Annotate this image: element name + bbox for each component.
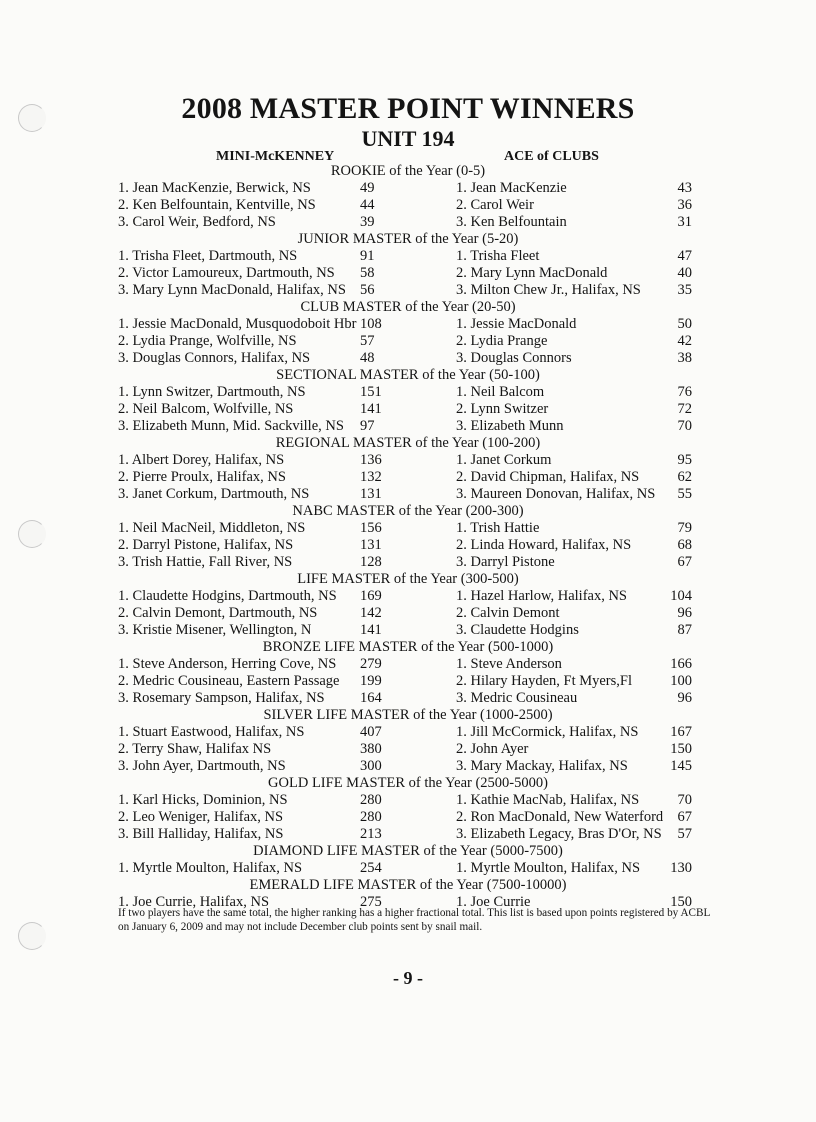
mini-mckenney-winner: 1. Jessie MacDonald, Musquodoboit Hbr — [118, 316, 357, 332]
ace-of-clubs-winner: 2. Hilary Hayden, Ft Myers,Fl — [456, 673, 632, 689]
mini-mckenney-winner: 1. Stuart Eastwood, Halifax, NS — [118, 724, 305, 740]
ace-of-clubs-points: 36 — [677, 197, 692, 213]
mini-mckenney-winner: 1. Albert Dorey, Halifax, NS — [118, 452, 285, 468]
ace-of-clubs-points: 95 — [677, 452, 692, 468]
ace-of-clubs-winner: 1. Trisha Fleet — [456, 248, 540, 264]
ace-of-clubs-points: 96 — [677, 690, 692, 706]
mini-mckenney-points: 199 — [360, 673, 382, 689]
ace-of-clubs-points: 167 — [670, 724, 692, 740]
ace-of-clubs-winner: 2. Calvin Demont — [456, 605, 560, 621]
ace-of-clubs-winner: 3. Douglas Connors — [456, 350, 572, 366]
ace-of-clubs-points: 38 — [677, 350, 692, 366]
mini-mckenney-winner: 3. Carol Weir, Bedford, NS — [118, 214, 276, 230]
ace-of-clubs-points: 87 — [677, 622, 692, 638]
result-row — [0, 418, 816, 435]
result-row — [0, 197, 816, 214]
ace-of-clubs-winner: 3. Darryl Pistone — [456, 554, 555, 570]
result-row — [0, 316, 816, 333]
ace-of-clubs-points: 31 — [677, 214, 692, 230]
mini-mckenney-winner: 3. Kristie Misener, Wellington, N — [118, 622, 312, 638]
result-row — [0, 282, 816, 299]
ace-of-clubs-points: 57 — [677, 826, 692, 842]
ace-of-clubs-winner: 1. Janet Corkum — [456, 452, 552, 468]
mini-mckenney-points: 280 — [360, 809, 382, 825]
result-row — [0, 214, 816, 231]
result-row — [0, 656, 816, 673]
mini-mckenney-winner: 1. Karl Hicks, Dominion, NS — [118, 792, 288, 808]
ace-of-clubs-winner: 3. Claudette Hodgins — [456, 622, 579, 638]
ace-of-clubs-points: 55 — [677, 486, 692, 502]
ace-of-clubs-points: 50 — [677, 316, 692, 332]
ace-of-clubs-winner: 1. Joe Currie — [456, 894, 531, 910]
mini-mckenney-winner: 3. Bill Halliday, Halifax, NS — [118, 826, 284, 842]
ace-of-clubs-points: 166 — [670, 656, 692, 672]
result-row — [0, 265, 816, 282]
ace-of-clubs-winner: 1. Hazel Harlow, Halifax, NS — [456, 588, 627, 604]
ace-of-clubs-points: 130 — [670, 860, 692, 876]
result-row — [0, 741, 816, 758]
mini-mckenney-points: 300 — [360, 758, 382, 774]
ace-of-clubs-winner: 1. Jean MacKenzie — [456, 180, 567, 196]
ace-of-clubs-points: 70 — [677, 792, 692, 808]
category-heading: NABC MASTER of the Year (200-300) — [292, 503, 524, 519]
mini-mckenney-winner: 2. Pierre Proulx, Halifax, NS — [118, 469, 286, 485]
category-heading: LIFE MASTER of the Year (300-500) — [297, 571, 519, 587]
mini-mckenney-points: 39 — [360, 214, 375, 230]
ace-of-clubs-winner: 2. Carol Weir — [456, 197, 534, 213]
mini-mckenney-points: 44 — [360, 197, 375, 213]
mini-mckenney-points: 97 — [360, 418, 375, 434]
result-row — [0, 792, 816, 809]
ace-of-clubs-winner: 3. Milton Chew Jr., Halifax, NS — [456, 282, 641, 298]
ace-of-clubs-winner: 3. Elizabeth Legacy, Bras D'Or, NS — [456, 826, 662, 842]
result-row — [0, 486, 816, 503]
mini-mckenney-winner: 2. Calvin Demont, Dartmouth, NS — [118, 605, 318, 621]
mini-mckenney-winner: 2. Terry Shaw, Halifax NS — [118, 741, 272, 757]
mini-mckenney-points: 56 — [360, 282, 375, 298]
mini-mckenney-winner: 1. Myrtle Moulton, Halifax, NS — [118, 860, 303, 876]
mini-mckenney-points: 280 — [360, 792, 382, 808]
mini-mckenney-points: 380 — [360, 741, 382, 757]
unit-subtitle: UNIT 194 — [361, 126, 455, 151]
result-row — [0, 826, 816, 843]
ace-of-clubs-points: 47 — [677, 248, 692, 264]
ace-of-clubs-winner: 2. Lynn Switzer — [456, 401, 549, 417]
result-row — [0, 452, 816, 469]
mini-mckenney-winner: 1. Steve Anderson, Herring Cove, NS — [118, 656, 337, 672]
left-column-heading: MINI-McKENNEY — [216, 149, 335, 164]
mini-mckenney-points: 108 — [360, 316, 382, 332]
result-row — [0, 622, 816, 639]
mini-mckenney-points: 407 — [360, 724, 382, 740]
result-row — [0, 248, 816, 265]
category-heading: GOLD LIFE MASTER of the Year (2500-5000) — [268, 775, 548, 791]
mini-mckenney-points: 58 — [360, 265, 375, 281]
category-heading: CLUB MASTER of the Year (20-50) — [300, 299, 516, 315]
ace-of-clubs-points: 67 — [677, 554, 692, 570]
ace-of-clubs-points: 43 — [677, 180, 692, 196]
category-heading: BRONZE LIFE MASTER of the Year (500-1000) — [262, 639, 554, 655]
result-row — [0, 554, 816, 571]
ace-of-clubs-winner: 3. Medric Cousineau — [456, 690, 578, 706]
ace-of-clubs-points: 100 — [670, 673, 692, 689]
ace-of-clubs-winner: 2. Lydia Prange — [456, 333, 548, 349]
page-number: - 9 - — [393, 968, 423, 988]
mini-mckenney-points: 128 — [360, 554, 382, 570]
result-row — [0, 724, 816, 741]
mini-mckenney-winner: 2. Darryl Pistone, Halifax, NS — [118, 537, 294, 553]
mini-mckenney-winner: 3. Trish Hattie, Fall River, NS — [118, 554, 293, 570]
mini-mckenney-points: 151 — [360, 384, 382, 400]
mini-mckenney-points: 141 — [360, 622, 382, 638]
ace-of-clubs-points: 40 — [677, 265, 692, 281]
mini-mckenney-winner: 2. Leo Weniger, Halifax, NS — [118, 809, 284, 825]
category-heading: ROOKIE of the Year (0-5) — [330, 163, 486, 179]
mini-mckenney-winner: 3. Rosemary Sampson, Halifax, NS — [118, 690, 325, 706]
ace-of-clubs-winner: 1. Jessie MacDonald — [456, 316, 577, 332]
ace-of-clubs-winner: 3. Ken Belfountain — [456, 214, 567, 230]
mini-mckenney-points: 132 — [360, 469, 382, 485]
category-heading: DIAMOND LIFE MASTER of the Year (5000-7500) — [253, 843, 563, 859]
mini-mckenney-winner: 3. Janet Corkum, Dartmouth, NS — [118, 486, 310, 502]
mini-mckenney-points: 91 — [360, 248, 375, 264]
ace-of-clubs-points: 145 — [670, 758, 692, 774]
result-row — [0, 758, 816, 775]
mini-mckenney-points: 57 — [360, 333, 375, 349]
result-row — [0, 860, 816, 877]
result-row — [0, 401, 816, 418]
mini-mckenney-winner: 1. Jean MacKenzie, Berwick, NS — [118, 180, 311, 196]
ace-of-clubs-points: 67 — [677, 809, 692, 825]
category-heading: SILVER LIFE MASTER of the Year (1000-2500) — [263, 707, 553, 723]
mini-mckenney-points: 48 — [360, 350, 375, 366]
result-row — [0, 588, 816, 605]
mini-mckenney-points: 131 — [360, 486, 382, 502]
mini-mckenney-winner: 3. John Ayer, Dartmouth, NS — [118, 758, 286, 774]
category-heading: EMERALD LIFE MASTER of the Year (7500-10000) — [249, 877, 567, 893]
result-row — [0, 469, 816, 486]
right-column-heading: ACE of CLUBS — [504, 149, 599, 164]
mini-mckenney-points: 164 — [360, 690, 382, 706]
mini-mckenney-winner: 2. Lydia Prange, Wolfville, NS — [118, 333, 297, 349]
ace-of-clubs-winner: 1. Myrtle Moulton, Halifax, NS — [456, 860, 641, 876]
mini-mckenney-winner: 2. Medric Cousineau, Eastern Passage — [118, 673, 340, 689]
punch-hole-bottom — [18, 922, 46, 950]
ace-of-clubs-points: 150 — [670, 894, 692, 910]
ace-of-clubs-winner: 2. Mary Lynn MacDonald — [456, 265, 608, 281]
result-row — [0, 384, 816, 401]
ace-of-clubs-winner: 3. Elizabeth Munn — [456, 418, 564, 434]
result-row — [0, 333, 816, 350]
ace-of-clubs-winner: 2. Ron MacDonald, New Waterford — [456, 809, 664, 825]
result-row — [0, 809, 816, 826]
ace-of-clubs-points: 96 — [677, 605, 692, 621]
mini-mckenney-winner: 2. Neil Balcom, Wolfville, NS — [118, 401, 294, 417]
mini-mckenney-points: 169 — [360, 588, 382, 604]
ace-of-clubs-winner: 2. Linda Howard, Halifax, NS — [456, 537, 632, 553]
mini-mckenney-points: 49 — [360, 180, 375, 196]
mini-mckenney-winner: 3. Douglas Connors, Halifax, NS — [118, 350, 311, 366]
mini-mckenney-winner: 2. Ken Belfountain, Kentville, NS — [118, 197, 316, 213]
ace-of-clubs-winner: 1. Jill McCormick, Halifax, NS — [456, 724, 639, 740]
result-row — [0, 180, 816, 197]
category-heading: SECTIONAL MASTER of the Year (50-100) — [276, 367, 540, 383]
ace-of-clubs-points: 35 — [677, 282, 692, 298]
ace-of-clubs-points: 79 — [677, 520, 692, 536]
mini-mckenney-winner: 1. Neil MacNeil, Middleton, NS — [118, 520, 306, 536]
mini-mckenney-points: 141 — [360, 401, 382, 417]
mini-mckenney-points: 131 — [360, 537, 382, 553]
footnote: If two players have the same total, the higher ranking has a higher fractional total. This list is based upon points registered by ACBL on January 6, 2009 and may not include December club points sent by snail mail. — [118, 907, 710, 933]
result-row — [0, 690, 816, 707]
mini-mckenney-winner: 3. Elizabeth Munn, Mid. Sackville, NS — [118, 418, 344, 434]
mini-mckenney-points: 156 — [360, 520, 382, 536]
ace-of-clubs-winner: 1. Neil Balcom — [456, 384, 545, 400]
category-heading: REGIONAL MASTER of the Year (100-200) — [275, 435, 541, 451]
mini-mckenney-winner: 1. Joe Currie, Halifax, NS — [118, 894, 270, 910]
mini-mckenney-points: 136 — [360, 452, 382, 468]
ace-of-clubs-points: 68 — [677, 537, 692, 553]
ace-of-clubs-points: 104 — [670, 588, 692, 604]
mini-mckenney-winner: 1. Trisha Fleet, Dartmouth, NS — [118, 248, 298, 264]
ace-of-clubs-points: 62 — [677, 469, 692, 485]
ace-of-clubs-points: 150 — [670, 741, 692, 757]
ace-of-clubs-winner: 3. Maureen Donovan, Halifax, NS — [456, 486, 656, 502]
ace-of-clubs-winner: 1. Trish Hattie — [456, 520, 540, 536]
result-row — [0, 605, 816, 622]
mini-mckenney-points: 254 — [360, 860, 382, 876]
mini-mckenney-winner: 1. Lynn Switzer, Dartmouth, NS — [118, 384, 306, 400]
results-list — [0, 163, 816, 911]
ace-of-clubs-winner: 1. Kathie MacNab, Halifax, NS — [456, 792, 640, 808]
mini-mckenney-points: 279 — [360, 656, 382, 672]
ace-of-clubs-winner: 3. Mary Mackay, Halifax, NS — [456, 758, 628, 774]
category-heading: JUNIOR MASTER of the Year (5-20) — [297, 231, 519, 247]
mini-mckenney-winner: 2. Victor Lamoureux, Dartmouth, NS — [118, 265, 335, 281]
mini-mckenney-points: 275 — [360, 894, 382, 910]
result-row — [0, 350, 816, 367]
result-row — [0, 520, 816, 537]
ace-of-clubs-winner: 1. Steve Anderson — [456, 656, 562, 672]
page-title: 2008 MASTER POINT WINNERS — [181, 92, 635, 125]
ace-of-clubs-points: 70 — [677, 418, 692, 434]
mini-mckenney-points: 213 — [360, 826, 382, 842]
ace-of-clubs-winner: 2. David Chipman, Halifax, NS — [456, 469, 640, 485]
mini-mckenney-winner: 3. Mary Lynn MacDonald, Halifax, NS — [118, 282, 346, 298]
ace-of-clubs-points: 76 — [677, 384, 692, 400]
mini-mckenney-points: 142 — [360, 605, 382, 621]
result-row — [0, 673, 816, 690]
ace-of-clubs-winner: 2. John Ayer — [456, 741, 529, 757]
mini-mckenney-winner: 1. Claudette Hodgins, Dartmouth, NS — [118, 588, 337, 604]
ace-of-clubs-points: 42 — [677, 333, 692, 349]
result-row — [0, 537, 816, 554]
ace-of-clubs-points: 72 — [677, 401, 692, 417]
